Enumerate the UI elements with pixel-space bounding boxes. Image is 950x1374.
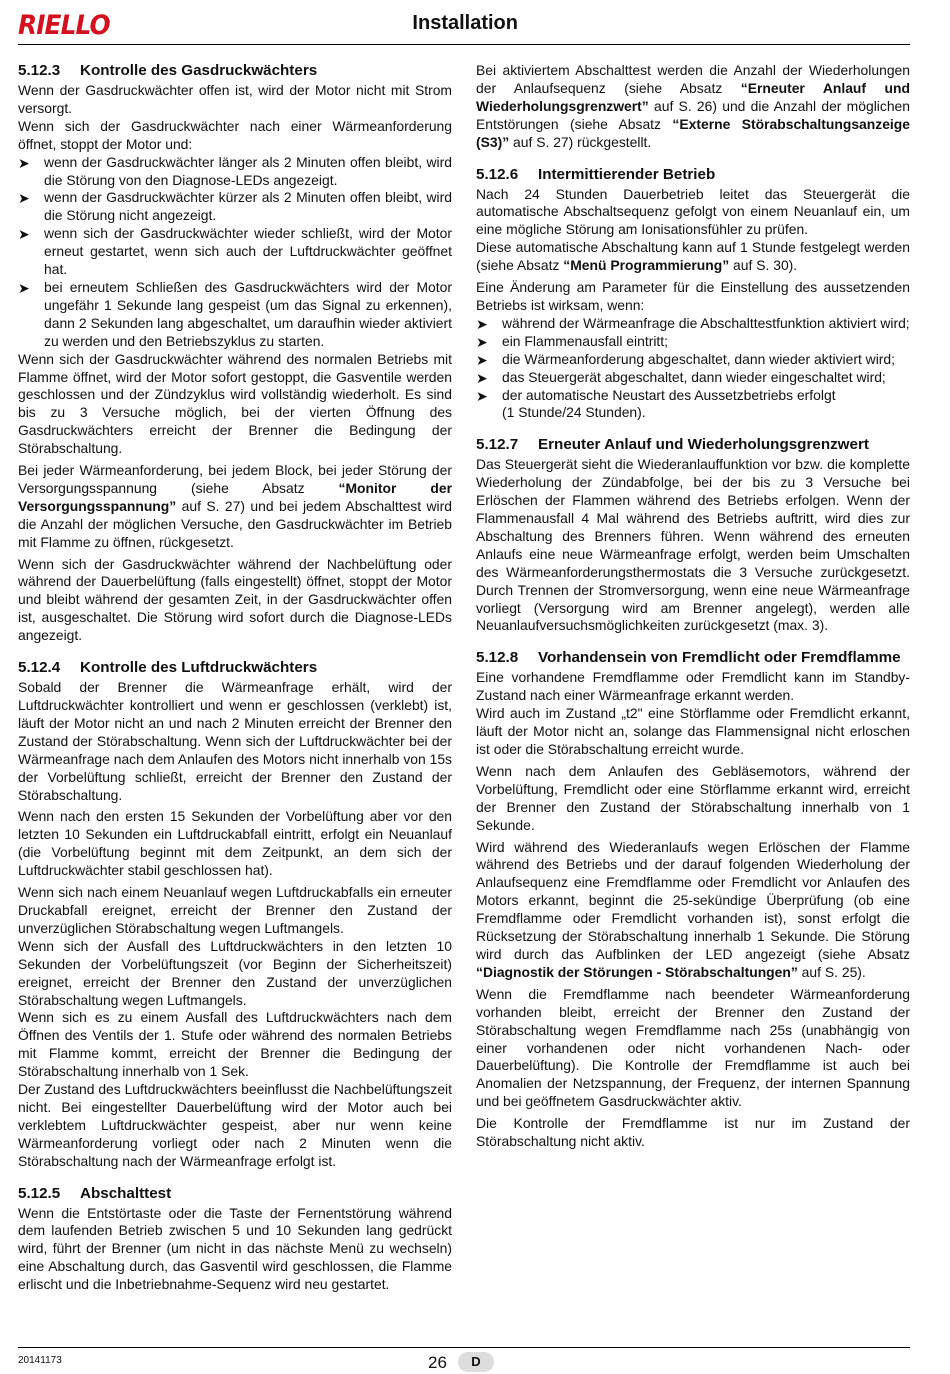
paragraph: Sobald der Brenner die Wärmeanfrage erhält, wird der Luftdruckwächter kontrolliert und wenn er geschlossen (verklebt) ist, läuft der Motor nicht an und nach 2 Minuten erreicht der Brenner den Zustand der Störabschaltung. Wenn sich der Luftdruckwächter bei der Wärmeanfrage nach dem Anlaufen des Motors nicht innerhalb von 15s der Vorbelüftung schließt, erreicht der Brenner den Zustand der Störabschaltung. [18,679,452,803]
list-item: ➤ wenn sich der Gasdruckwächter wieder schließt, wird der Motor erneut gestartet, wenn sich auch der Luftdruckwächter geöffnet hat. [18,225,452,278]
list-item: ➤ ein Flammenausfall eintritt; [476,332,668,350]
arrow-bullet-icon: ➤ [18,190,30,207]
cross-reference: “Externe Störabschaltungsanzeige (S3)” [476,115,910,150]
paragraph: Nach 24 Stunden Dauerbetrieb leitet das Steuergerät die automatische Abschaltsequenz gefolgt von einem Neuanlauf ein, um eine mögliche Störung am Ionisationsfühler zu prüfen. [476,185,910,238]
list-item: ➤ das Steuergerät abgeschaltet, dann wieder eingeschaltet wird; [476,368,886,386]
paragraph: Wenn nach den ersten 15 Sekunden der Vorbelüftung aber vor den letzten 10 Sekunden ein Luftdruckabfall eintritt, erfolgt ein Neuanlauf (die Vorbelüftung beginnt mit dem Zeitpunkt, an dem sich der Luftdruckwächter stabil geschlossen hat). [18,808,452,879]
list-item: ➤ wenn der Gasdruckwächter länger als 2 Minuten offen bleibt, wird die Störung von den Diagnose-LEDs angezeigt. [18,153,452,188]
arrow-bullet-icon: ➤ [476,351,488,368]
header-rule [18,44,910,45]
paragraph: Wenn der Gasdruckwächter offen ist, wird der Motor nicht mit Strom versorgt. [18,82,452,116]
page-number: 26 [428,1353,447,1372]
paragraph: Das Steuergerät sieht die Wiederanlauffunktion vor bzw. die komplette Wiederholung der Zündabfolge, bei der bis zu 3 Versuche bei Erlöschen der Flammen während des Betriebs erfolgen. Wenn der Flammenausfall 4 Mal während des Betriebs auftritt, wird dies zur Abschaltung des Brenners führen. Wenn während des erneuten Anlaufs eine neue Wärmeanfrage erfolgt, werden beim Umschalten des Wärmeanforderungsthermostats die 3 Versuche zurückgesetzt. Durch Trennen der Stromversorgung, wenn eine neue Wärmeanfrage vorliegt (Versorgung wird am Brenner angelegt), werden alle Neuanlaufversuchsmöglichkeiten zurückgesetzt (max. 3). [476,456,910,634]
arrow-bullet-icon: ➤ [476,333,488,350]
arrow-bullet-icon: ➤ [476,387,488,404]
cross-reference: “Menü Programmierung” [563,257,730,274]
paragraph: Bei jeder Wärmeanforderung, bei jedem Block, bei jeder Störung der Versorgungsspannung (siehe Absatz “Monitor der Versorgungsspannung” auf S. 27) und bei jedem Abschalttest wird die Anzahl der möglichen Versuche, den Gasdruckwächter im Betrieb mit Flamme zu öffnen, rückgesetzt. [18,462,453,550]
paragraph: Wenn sich es zu einem Ausfall des Luftdruckwächters nach dem Öffnen des Ventils der 1. Stufe oder während des normalen Betriebs mit Flamme kommt, erreicht der Brenner die Bedingung der Störabschaltung innerhalb von 1 Sek. [18,1009,452,1080]
paragraph: Die Kontrolle der Fremdflamme ist nur im Zustand der Störabschaltung nicht aktiv. [476,1115,910,1150]
paragraph: Wenn sich der Gasdruckwächter während des normalen Betriebs mit Flamme öffnet, wird der Motor sofort gestoppt, die Gasventile werden geschlossen und der Zündzyklus wird vollständig wiederholt. Es sind bis zu 3 Versuche möglich, bei der vierten Öffnung des Gasdruckwächters erreicht der Brenner die Bedingung der Störabschaltung. [18,350,452,457]
section-heading-5-12-8: 5.12.8 Vorhandensein von Fremdlicht oder Fremdflamme [476,649,901,667]
footer-rule [18,1347,910,1348]
paragraph: Eine vorhandene Fremdflamme oder Fremdlicht kann im Standby-Zustand nach einer Wärmeanfrage erkannt werden. [476,669,910,704]
cross-reference: “Monitor der Versorgungsspannung” [18,479,453,514]
cross-reference: “Erneuter Anlauf und Wiederholungsgrenzwert” [476,79,910,114]
riello-logo: RIELLO [18,10,110,41]
list-item: ➤ der automatische Neustart des Aussetzbetriebs erfolgt [476,386,836,404]
bullet-list [476,315,910,422]
list-item: ➤ bei erneutem Schließen des Gasdruckwächters wird der Motor ungefähr 1 Sekunde lang gespeist (um das Signal zu erkennen), dann 2 Sekunden lang abgeschaltet, um daraufhin wieder aktiviert zu werden und den Betriebszyklus zu starten. [18,278,452,349]
paragraph: Bei aktiviertem Abschalttest werden die Anzahl der Wiederholungen der Anlaufsequenz (siehe Absatz “Erneuter Anlauf und Wiederholungsgrenzwert” auf S. 26) und die Anzahl der möglichen Entstörungen (siehe Absatz “Externe Störabschaltungsanzeige (S3)” auf S. 27) rückgestellt. [476,62,910,150]
paragraph: Wird auch im Zustand „t2" eine Störflamme oder Fremdlicht erkannt, läuft der Motor nicht an, solange das Flammensignal nicht erloschen ist oder die Störabschaltung erreicht wurde. [476,705,910,757]
left-column [18,62,452,1298]
paragraph: Eine Änderung am Parameter für die Einstellung des aussetzenden Betriebs ist wirksam, wenn: [476,279,910,313]
section-heading-5-12-5: 5.12.5 Abschalttest [18,1184,172,1202]
paragraph: Wenn sich der Gasdruckwächter nach einer Wärmeanforderung öffnet, stoppt der Motor und: [18,117,452,152]
page-title: Installation [412,12,518,34]
paragraph: Wenn sich der Ausfall des Luftdruckwächters in den letzten 10 Sekunden der Vorbelüftungszeit (vor Beginn der Sicherheitszeit) ereignet, erreicht der Brenner den Zustand der unverzüglichen Störabschaltung wegen Luftmangels. [18,937,452,1008]
paragraph: Wenn nach dem Anlaufen des Gebläsemotors, während der Vorbelüftung, Fremdlicht oder eine Störflamme erkannt wird, erreicht der Brenner den Zustand der Störabschaltung innerhalb von 1 Sekunde. [476,762,910,833]
paragraph: Der Zustand des Luftdruckwächters beeinflusst die Nachbelüftungszeit nicht. Bei eingestellter Dauerbelüftung wird der Motor auch bei verklebtem Luftdruckwächter gespeist, aber nur wenn keine Wärmeanforderung vorliegt oder nach 2 Minuten wenn die Störabschaltung nach der Wärmeanfrage erfolgt ist. [18,1081,452,1169]
arrow-bullet-icon: ➤ [476,315,488,332]
paragraph: Wird während des Wiederanlaufs wegen Erlöschen der Flamme während des Betriebs und der darauf folgenden Wiederholung der Anlaufsequenz eine Fremdflamme oder Fremdlicht vor Anlaufen des Motors erkannt, beginnt die 25-sekündige Überprüfung (ob eine Fremdflamme oder Fremdlicht vorhanden ist), sonst erfolgt die Rücksetzung der Störabschaltung innerhalb 1 Sekunde. Die Störung wird durch das Aufblinken der LED angezeigt (siehe Absatz “Diagnostik der Störungen - Störabschaltungen” auf S. 25). [476,838,910,980]
bullet-list [18,154,452,351]
section-heading-5-12-6: 5.12.6 Intermittierender Betrieb [476,165,716,183]
section-heading-5-12-4: 5.12.4 Kontrolle des Luftdruckwächters [18,659,318,677]
paragraph: Wenn die Fremdflamme nach beendeter Wärmeanforderung vorhanden bleibt, erreicht der Brenner den Zustand der Störabschaltung wegen Fremdflamme nach 25s (unabhängig von einer vorhandenen oder nicht vorhandenen Nach- oder Dauerbelüftung). Die Kontrolle der Fremdflamme ist auch bei Anomalien der Netzspannung, der Frequenz, der internen Spannung und bei geöffnetem Gasdruckwächter aktiv. [476,985,910,1110]
paragraph: Wenn sich der Gasdruckwächter während der Nachbelüftung oder während der Dauerbelüftung (falls eingestellt) öffnet, stoppt der Motor und bleibt während der gesamten Zeit, in der Gasdruckwächter offen ist, ausgeschaltet. Die Störung wird sofort durch die Diagnose-LEDs angezeigt. [18,555,452,644]
list-item: ➤ wenn der Gasdruckwächter kürzer als 2 Minuten offen bleibt, wird die Störung nicht angezeigt. [18,189,452,224]
paragraph: Wenn die Entstörtaste oder die Taste der Fernentstörung während dem laufenden Betrieb zwischen 5 und 10 Sekunden lang gedrückt wird, führt der Brenner (um nicht in das nächste Menü zu wechseln) eine Abschaltung durch, das Gasventil wird geschlossen, die Flamme erlischt und die Inbetriebnahme-Sequenz wird neu gestartet. [18,1204,452,1293]
cross-reference: “Diagnostik der Störungen - Störabschaltungen” [476,963,798,980]
arrow-bullet-icon: ➤ [18,279,30,296]
list-item: ➤ die Wärmeanforderung abgeschaltet, dann wieder aktiviert wird; [476,350,896,368]
paragraph: Diese automatische Abschaltung kann auf 1 Stunde festgelegt werden (siehe Absatz “Menü Programmierung” auf S. 30). [476,239,910,274]
arrow-bullet-icon: ➤ [476,369,488,386]
section-heading-5-12-3: 5.12.3 Kontrolle des Gasdruckwächters [18,62,318,79]
list-item-continuation: (1 Stunde/24 Stunden). [502,404,646,421]
right-column [476,62,910,1155]
document-code: 20141173 [18,1355,62,1366]
arrow-bullet-icon: ➤ [18,226,30,243]
page-header [18,6,910,44]
list-item: ➤ während der Wärmeanfrage die Abschalttestfunktion aktiviert wird; [476,314,910,332]
section-heading-5-12-7: 5.12.7 Erneuter Anlauf und Wiederholungsgrenzwert [476,436,869,454]
arrow-bullet-icon: ➤ [18,154,30,171]
paragraph: Wenn sich nach einem Neuanlauf wegen Luftdruckabfalls ein erneuter Druckabfall ereignet, erreicht der Brenner den Zustand der unverzüglichen Störabschaltung wegen Luftmangels. [18,884,452,936]
language-badge: D [458,1352,494,1372]
